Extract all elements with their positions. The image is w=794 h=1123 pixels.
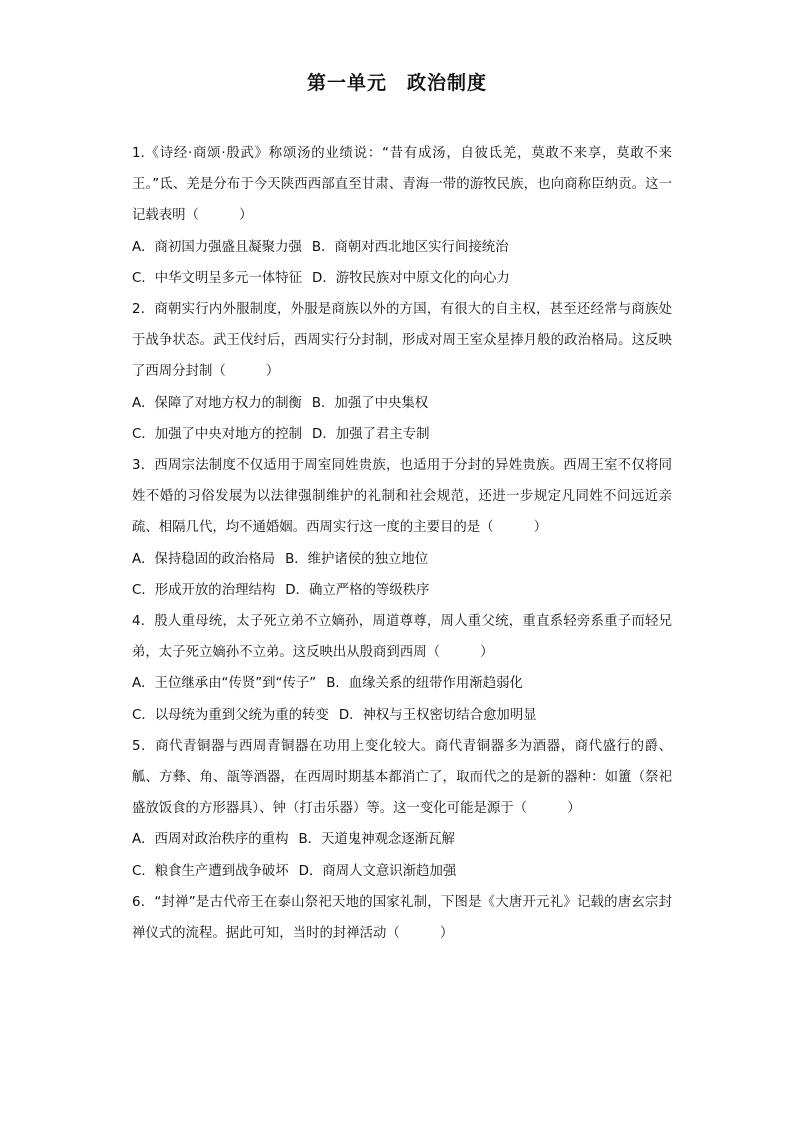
- option-c: C．中华文明呈多元一体特征: [132, 270, 303, 286]
- question-stem: 5．商代青铜器与西周青铜器在功用上变化较大。商代青铜器多为酒器，商代盛行的爵、觚、方彝、角、瓿等酒器，在西周时期基本都消亡了，取而代之的是新的器种：如簠（祭祀盛放饭食的方形器具）、钟（打击乐器）等。这一变化可能是源于（ ）: [132, 738, 672, 817]
- options-row: [132, 388, 672, 419]
- option-c: C．粮食生产遭到战争破坏: [132, 863, 289, 879]
- options-row: [132, 419, 672, 450]
- option-a: A．商初国力强盛且凝聚力强: [132, 239, 302, 255]
- option-a: A．保障了对地方权力的制衡: [132, 395, 302, 411]
- option-a: A．王位继承由“传贤”到“传子”: [132, 676, 317, 692]
- options-row: [132, 232, 672, 263]
- question-6: [132, 887, 672, 949]
- option-b: B．加强了中央集权: [311, 395, 429, 411]
- option-b: B．血缘关系的纽带作用渐趋弱化: [326, 676, 523, 692]
- question-5: [132, 731, 672, 887]
- options-row: [132, 700, 672, 731]
- option-c: C．以母统为重到父统为重的转变: [132, 707, 329, 723]
- option-a: A．西周对政治秩序的重构: [132, 832, 289, 848]
- page-title: 第一单元 政治制度: [306, 72, 487, 94]
- question-2: [132, 294, 672, 450]
- option-d: D．商周人文意识渐趋加强: [298, 863, 457, 879]
- question-stem: 4．殷人重母统，太子死立弟不立嫡孙，周道尊尊，周人重父统，重直系轻旁系重子而轻兄弟，太子死立嫡孙不立弟。这反映出从殷商到西周（ ）: [132, 614, 672, 661]
- options-row: [132, 263, 672, 294]
- question-1: [132, 138, 672, 294]
- options-row: [132, 544, 672, 575]
- option-c: C．形成开放的治理结构: [132, 582, 276, 598]
- option-b: B．天道鬼神观念逐渐瓦解: [298, 832, 455, 848]
- options-row: [132, 824, 672, 855]
- option-d: D．确立严格的等级秩序: [285, 582, 430, 598]
- option-b: B．商朝对西北地区实行间接统治: [311, 239, 509, 255]
- option-c: C．加强了中央对地方的控制: [132, 426, 303, 442]
- question-4: [132, 606, 672, 731]
- question-list: [132, 138, 672, 949]
- option-d: D．加强了君主专制: [312, 426, 430, 442]
- option-d: D．神权与王权密切结合愈加明显: [338, 707, 537, 723]
- question-stem: 1.《诗经·商颂·殷武》称颂汤的业绩说：“昔有成汤，自彼氐羌，莫敢不来享，莫敢不来王。”氐、羌是分布于今天陕西西部直至甘肃、青海一带的游牧民族，也向商称臣纳贡。这一记载表明（ ）: [132, 146, 672, 224]
- options-row: [132, 856, 672, 887]
- option-b: B．维护诸侯的独立地位: [285, 551, 429, 567]
- options-row: [132, 668, 672, 699]
- option-d: D．游牧民族对中原文化的向心力: [312, 270, 510, 286]
- question-stem: 2．商朝实行内外服制度，外服是商族以外的方国，有很大的自主权，甚至还经常与商族处于战争状态。武王伐纣后，西周实行分封制，形成对周王室众星捧月般的政治格局。这反映了西周分封制（ ）: [132, 302, 672, 380]
- question-stem: 3．西周宗法制度不仅适用于周室同姓贵族，也适用于分封的异姓贵族。西周王室不仅将同姓不婚的习俗发展为以法律强制维护的礼制和社会规范，还进一步规定凡同姓不问远近亲疏、相隔几代，均不通婚姻。西周实行这一度的主要目的是（ ）: [132, 458, 672, 536]
- question-3: [132, 450, 672, 606]
- question-stem: 6．“封禅”是古代帝王在泰山祭祀天地的国家礼制，下图是《大唐开元礼》记载的唐玄宗封禅仪式的流程。据此可知，当时的封禅活动（ ）: [132, 894, 672, 942]
- option-a: A．保持稳固的政治格局: [132, 551, 276, 567]
- options-row: [132, 575, 672, 606]
